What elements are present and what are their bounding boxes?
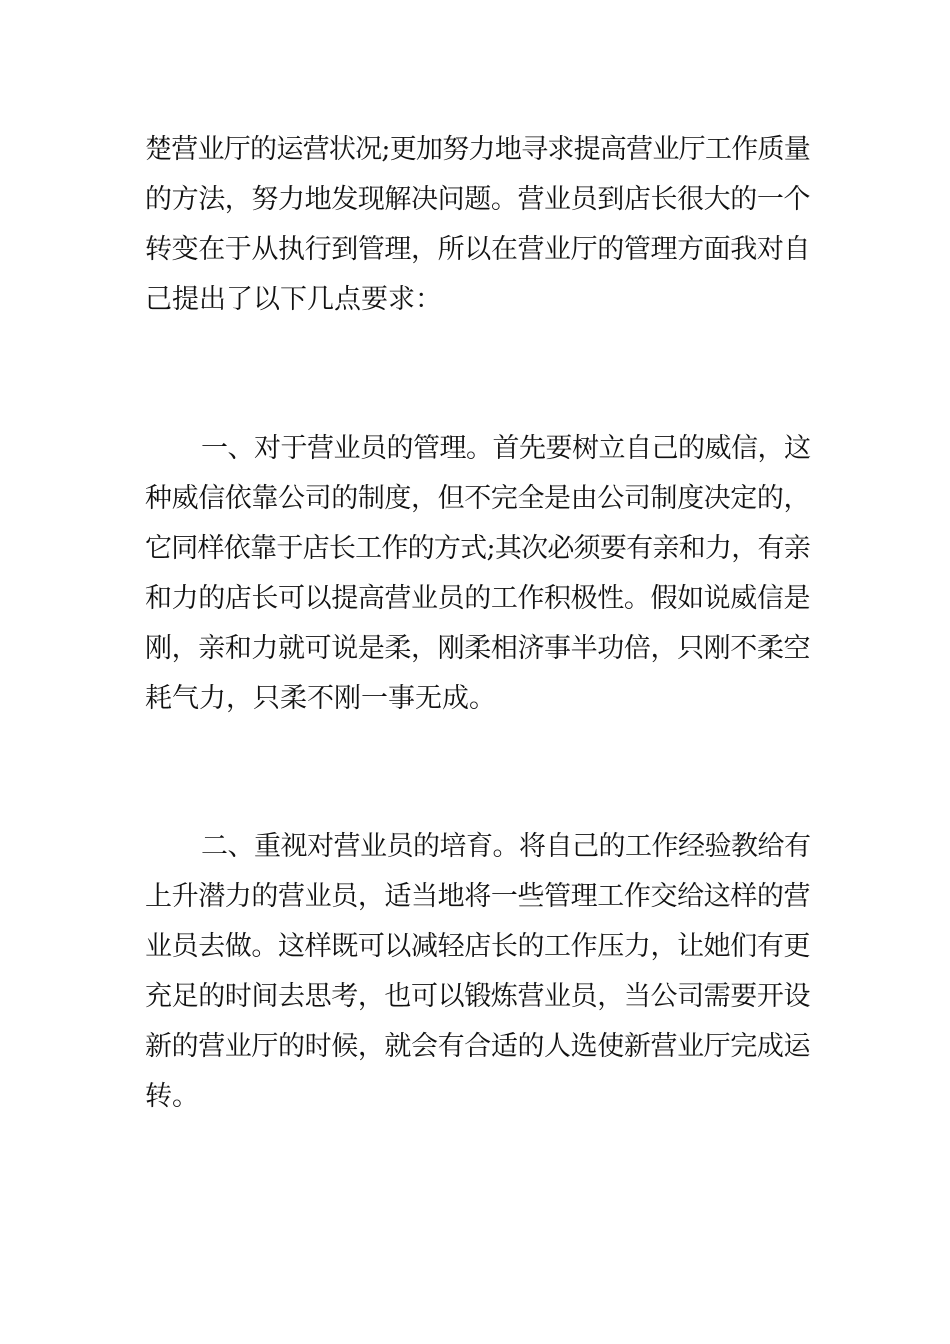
text-line: 转变在于从执行到管理，所以在营业厅的管理方面我对自 xyxy=(145,234,810,265)
text-line: 种威信依靠公司的制度，但不完全是由公司制度决定的， xyxy=(145,483,810,514)
text-line: 一、对于营业员的管理。首先要树立自己的威信，这 xyxy=(201,433,811,464)
text-line: 耗气力，只柔不刚一事无成。 xyxy=(145,683,496,714)
text-line: 的方法，努力地发现解决问题。营业员到店长很大的一个 xyxy=(145,184,810,215)
text-line: 楚营业厅的运营状况;更加努力地寻求提高营业厅工作质量 xyxy=(145,134,810,165)
text-line: 新的营业厅的时候，就会有合适的人选使新营业厅完成运 xyxy=(145,1031,810,1062)
text-line: 和力的店长可以提高营业员的工作积极性。假如说威信是 xyxy=(145,583,810,614)
text-line: 己提出了以下几点要求： xyxy=(145,284,442,315)
text-line: 它同样依靠于店长工作的方式;其次必须要有亲和力，有亲 xyxy=(145,533,810,564)
text-line: 充足的时间去思考，也可以锻炼营业员，当公司需要开设 xyxy=(145,981,810,1012)
text-line: 刚，亲和力就可说是柔，刚柔相济事半功倍，只刚不柔空 xyxy=(145,633,810,664)
text-line: 业员去做。这样既可以减轻店长的工作压力，让她们有更 xyxy=(145,931,810,962)
text-line: 转。 xyxy=(145,1081,199,1112)
text-line: 上升潜力的营业员，适当地将一些管理工作交给这样的营 xyxy=(145,881,810,912)
text-line: 二、重视对营业员的培育。将自己的工作经验教给有 xyxy=(201,831,811,862)
